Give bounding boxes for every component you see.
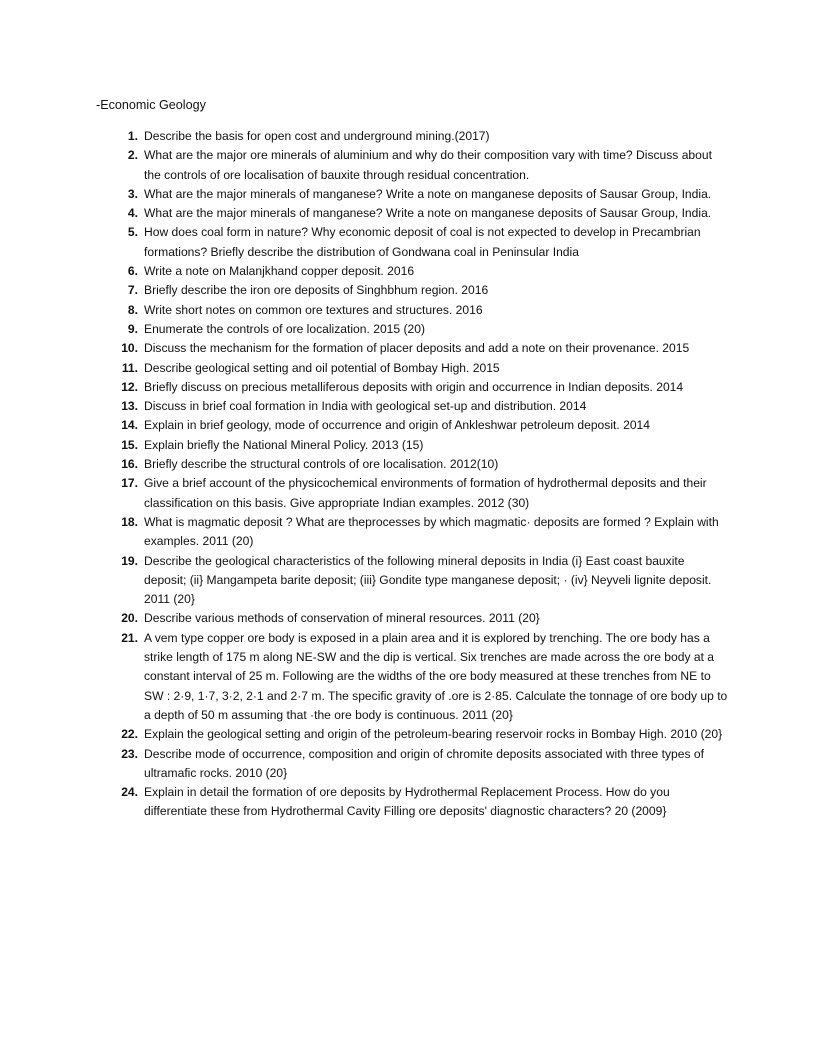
question-item [0,455,816,474]
question-item [0,552,816,610]
question-text: Enumerate the controls of ore localization. 2015 (20) [144,321,426,336]
question-number: 21. [121,630,138,645]
question-text: What are the major minerals of manganese? Write a note on manganese deposits of Sausar Group, India. [144,206,712,221]
question-item [0,146,816,185]
question-text: Describe geological setting and oil potential of Bombay High. 2015 [144,360,500,375]
question-item [0,783,816,822]
question-number: 10. [121,341,138,356]
question-text: Describe the geological characteristics of the following mineral deposits in India (i} East coast bauxite deposit; (ii} Mangampeta barite deposit; (iii} Gondite type manganese deposit; · (iv} Neyveli lignite deposit. 2011 (20} [144,553,712,607]
question-number: 18. [121,514,138,529]
question-number: 19. [121,553,138,568]
question-item [0,185,816,204]
question-number: 13. [121,399,138,414]
question-number: 12. [121,379,138,394]
question-item [0,725,816,744]
question-item [0,474,816,513]
question-number: 23. [121,746,138,761]
question-text: Briefly discuss on precious metalliferous deposits with origin and occurrence in Indian deposits. 2014 [144,379,684,394]
question-item [0,127,816,146]
question-item [0,262,816,281]
question-text: Explain in brief geology, mode of occurrence and origin of Ankleshwar petroleum deposit. 2014 [144,418,650,433]
question-item [0,204,816,223]
question-number: 4. [127,206,138,221]
question-text: What is magmatic deposit ? What are theprocesses by which magmatic· deposits are formed ? Explain with examples. 2011 (20) [144,514,719,549]
question-text: What are the major minerals of manganese? Write a note on manganese deposits of Sausar Group, India. [144,186,712,201]
question-text: Explain in detail the formation of ore deposits by Hydrothermal Replacement Process. How do you differentiate these from Hydrothermal Cavity Filling ore deposits' diagnostic characters? 20 (2009} [144,785,670,819]
question-text: Describe mode of occurrence, composition and origin of chromite deposits associated with three types of ultramafic rocks. 2010 (20} [144,746,704,780]
question-text: Give a brief account of the physicochemical environments of formation of hydrothermal deposits and their classification on this basis. Give appropriate Indian examples. 2012 (30) [144,476,707,510]
question-item [0,223,816,262]
question-item [0,397,816,416]
question-number: 16. [121,457,138,472]
question-number: 8. [127,302,138,317]
question-item [0,629,816,725]
question-item [0,320,816,339]
question-item [0,416,816,435]
question-text: Briefly describe the iron ore deposits of Singhbhum region. 2016 [144,283,489,298]
question-item [0,281,816,300]
question-text: A vem type copper ore body is exposed in a plain area and it is explored by trenching. The ore body has a strike length of 175 m along NE-SW and the dip is vertical. Six trenches are made across the ore body at a constant interval of 25 m. Following are the widths of the ore body measured at these trenches from NE to SW : 2·9, 1·7, 3·2, 2·1 and 2·7 m. The specific gravity of .ore is 2·85. Calculate the tonnage of ore body up to a depth of 50 m assuming that ·the ore body is continuous. 2011 (20} [144,630,728,722]
question-item [0,339,816,358]
question-text: What are the major ore minerals of aluminium and why do their composition vary with time? Discuss about the controls of ore localisation of bauxite through residual concentration. [144,148,712,182]
question-number: 22. [121,727,138,742]
question-number: 20. [121,611,138,626]
question-item [0,745,816,784]
question-number: 17. [121,476,138,491]
question-number: 3. [127,186,138,201]
question-number: 6. [127,264,138,279]
question-text: Explain briefly the National Mineral Policy. 2013 (15) [144,437,424,452]
question-number: 5. [127,225,138,240]
question-number: 9. [127,321,138,336]
question-item [0,436,816,455]
question-number: 7. [127,283,138,298]
question-text: How does coal form in nature? Why economic deposit of coal is not expected to develop in Precambrian formations? Briefly describe the distribution of Gondwana coal in Peninsular India [144,225,701,259]
question-text: Discuss in brief coal formation in India with geological set-up and distribution. 2014 [144,399,587,414]
question-number: 1. [127,129,138,143]
question-number: 14. [121,418,138,433]
question-text: Explain the geological setting and origin of the petroleum-bearing reservoir rocks in Bombay High. 2010 (20} [144,727,723,742]
question-text: Write short notes on common ore textures and structures. 2016 [144,302,483,317]
question-item [0,359,816,378]
question-item [0,513,816,552]
question-text: Briefly describe the structural controls of ore localisation. 2012(10) [144,457,499,472]
question-text: Describe the basis for open cost and underground mining.(2017) [144,129,490,143]
question-item [0,301,816,320]
question-text: Discuss the mechanism for the formation of placer deposits and add a note on their provenance. 2015 [144,341,690,356]
question-number: 24. [121,785,138,800]
document-title: -Economic Geology [96,98,206,112]
question-number: 11. [121,360,138,375]
question-list [0,127,816,822]
question-text: Describe various methods of conservation of mineral resources. 2011 (20} [144,611,540,626]
question-number: 2. [127,148,138,163]
question-item [0,378,816,397]
question-text: Write a note on Malanjkhand copper deposit. 2016 [144,264,415,279]
question-number: 15. [121,437,138,452]
question-item [0,609,816,628]
